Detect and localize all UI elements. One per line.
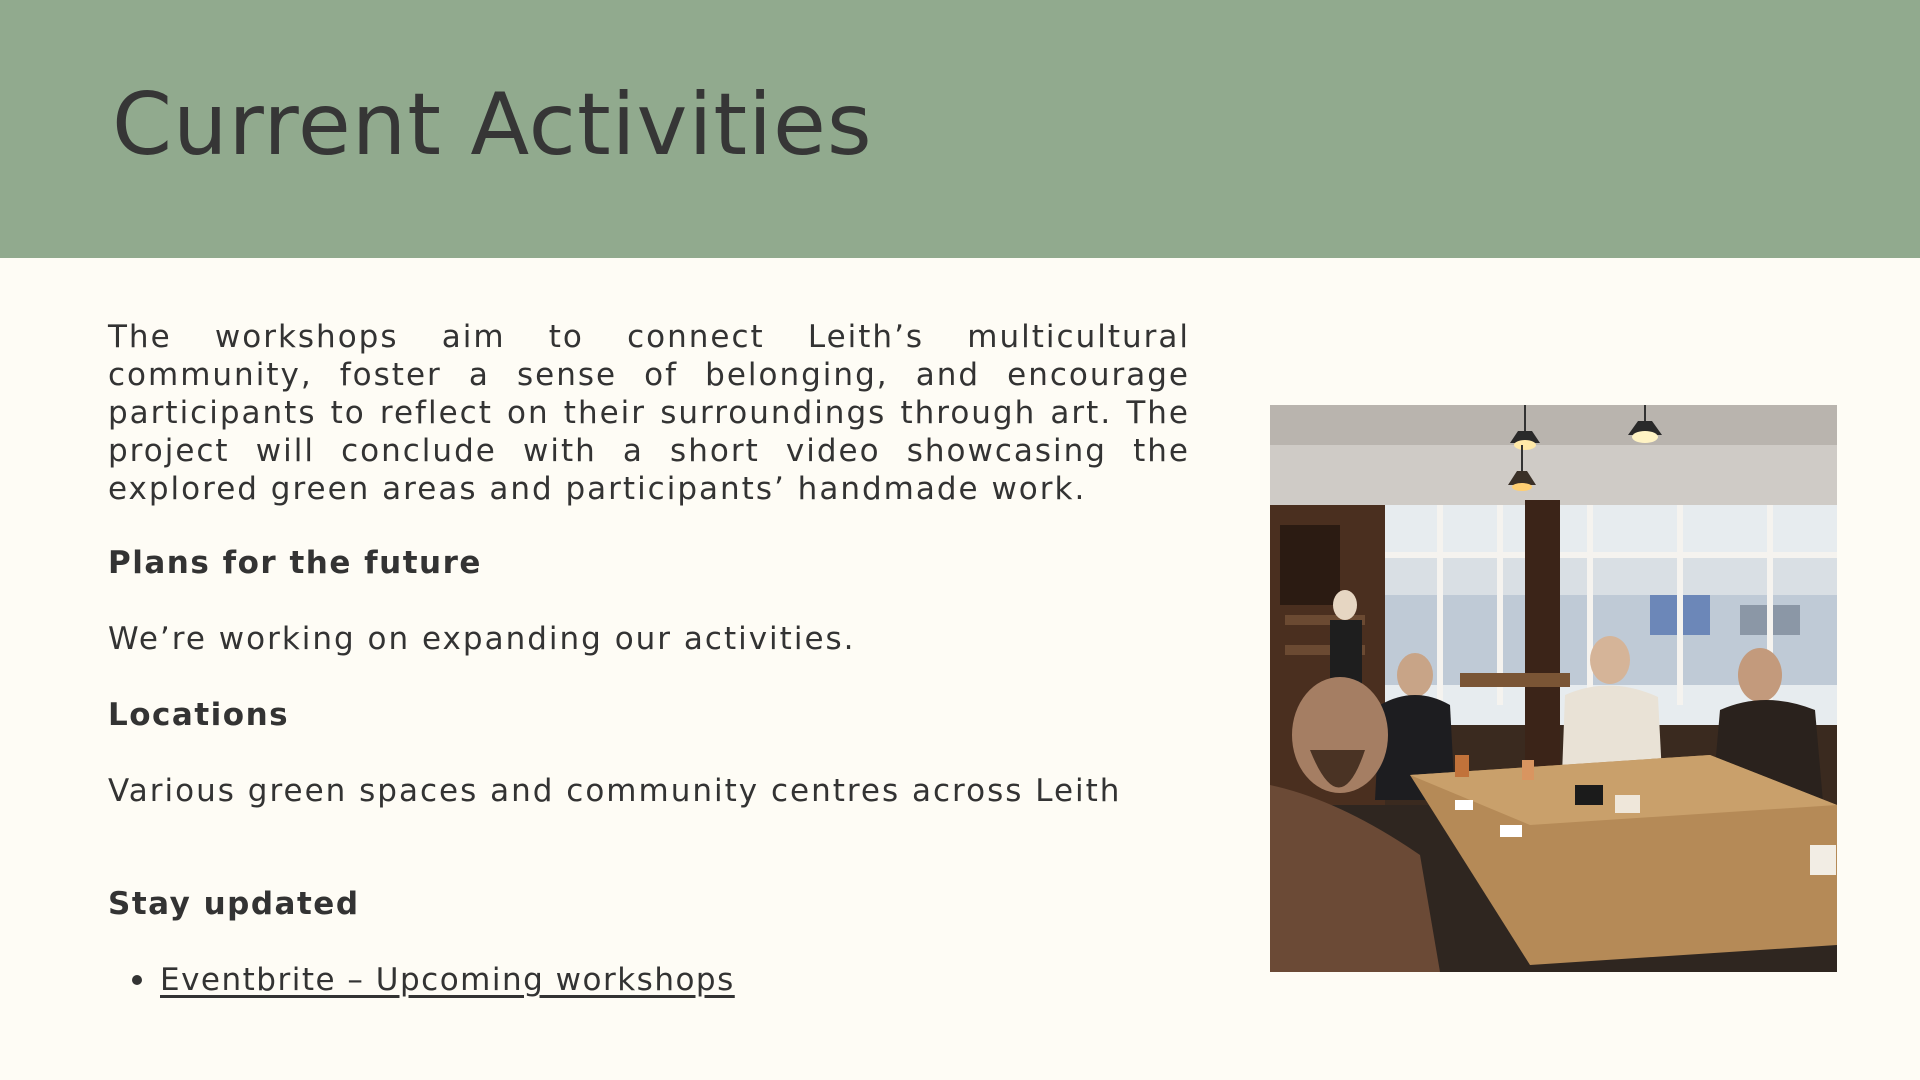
pillar — [1525, 500, 1560, 770]
plans-heading: Plans for the future — [108, 545, 482, 581]
bullet-icon — [132, 975, 142, 985]
eventbrite-link[interactable]: Eventbrite – Upcoming workshops — [160, 962, 735, 998]
photo-illustration — [1270, 405, 1837, 972]
page-title: Current Activities — [112, 75, 873, 175]
header-banner — [0, 0, 1920, 258]
plans-text: We’re working on expanding our activities. — [108, 621, 856, 657]
list-item — [132, 962, 735, 998]
intro-block — [108, 318, 1190, 508]
intro-paragraph: The workshops aim to connect Leith’s multicultural community, foster a sense of belonging, and encourage participants to reflect on their surroundings through art. The project will conclude with a short video showcasing the explored green areas and participants’ handmade work. — [108, 319, 1190, 507]
locations-text: Various green spaces and community centres across Leith — [108, 773, 1122, 809]
cafe-workshop-photo — [1270, 405, 1837, 972]
stay-updated-heading: Stay updated — [108, 886, 360, 922]
locations-heading: Locations — [108, 697, 290, 733]
